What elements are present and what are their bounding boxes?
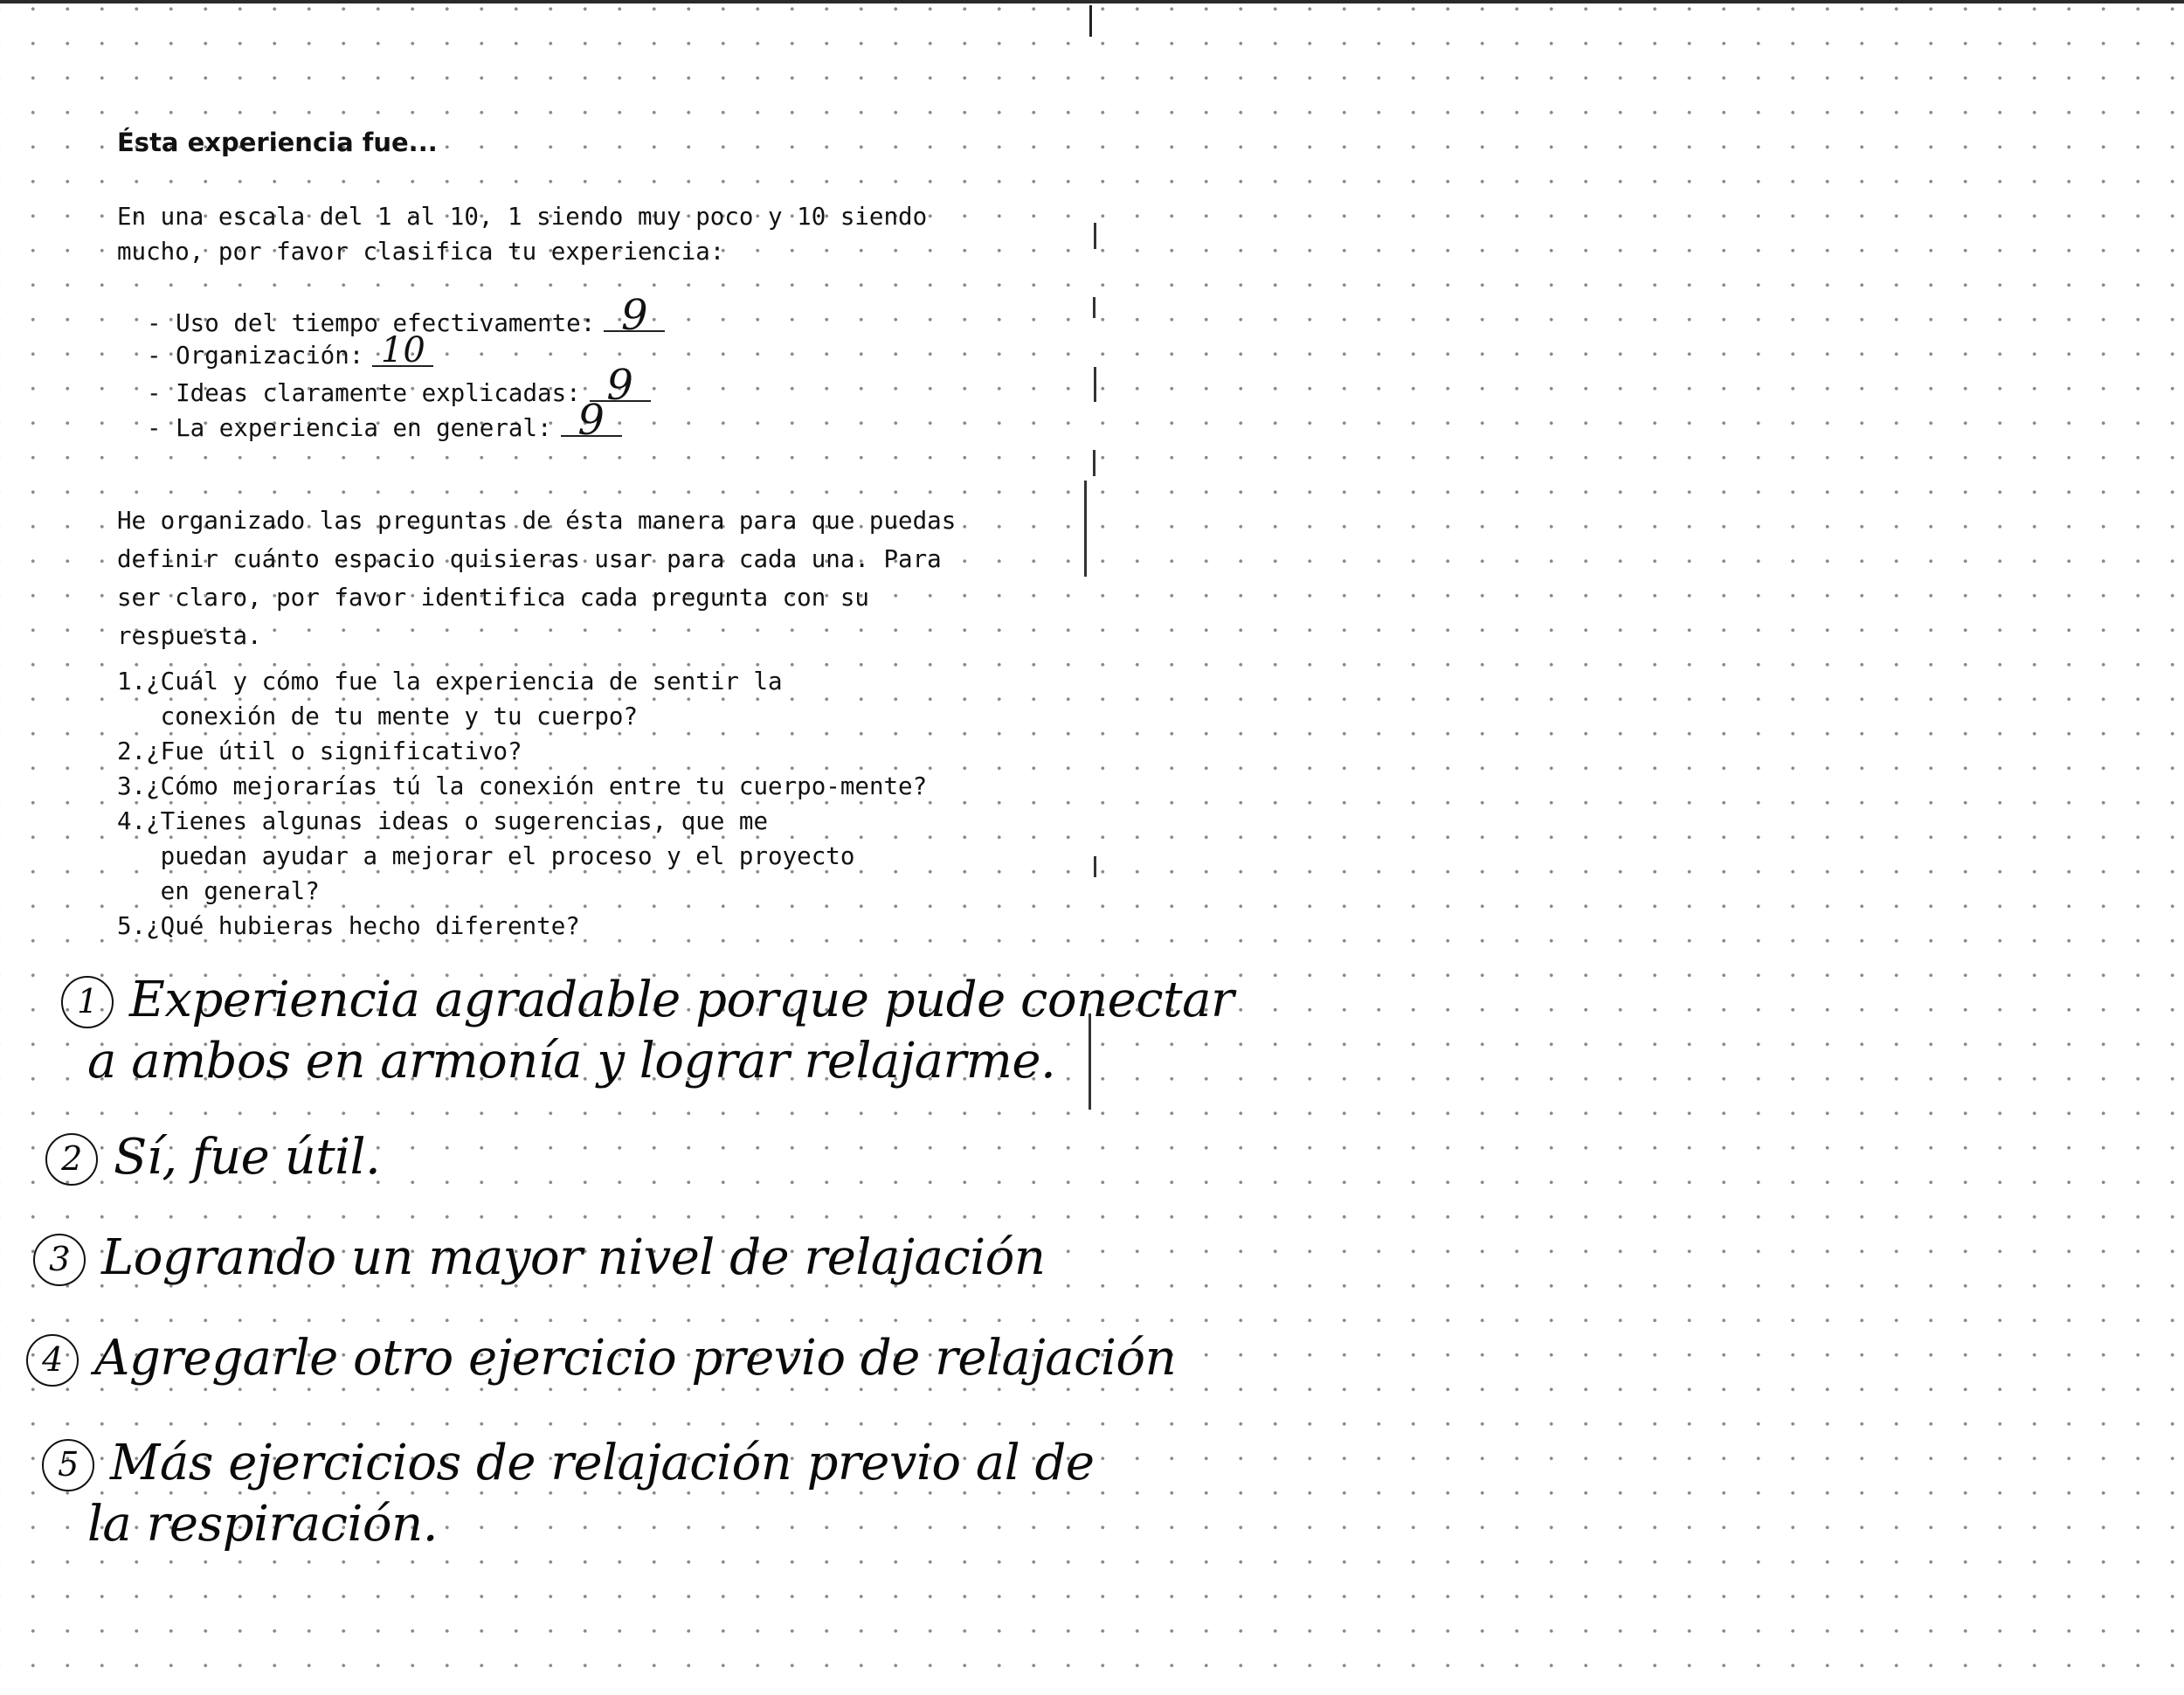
rating-value-field[interactable]: 9 [561, 405, 622, 437]
answer-number-circle: 5 [42, 1439, 94, 1491]
answer-text: Más ejercicios de relajación previo al de [110, 1435, 1095, 1491]
question-text: ¿Cómo mejorarías tú la conexión entre tu cuerpo-mente? [146, 772, 928, 800]
margin-mark [1094, 856, 1096, 877]
question-text: ¿Fue útil o significativo? [146, 737, 522, 765]
answer-number-circle: 2 [45, 1133, 98, 1186]
handwritten-answer-4 [26, 1328, 1176, 1389]
question-list [117, 664, 1078, 944]
answer-number-circle: 4 [26, 1334, 79, 1387]
rating-value-field[interactable]: 10 [372, 336, 433, 367]
answer-text: Sí, fue útil. [114, 1129, 381, 1186]
answer-text: la respiración. [87, 1496, 439, 1553]
fold-mark [1089, 5, 1092, 37]
handwritten-answer-5 [42, 1433, 1095, 1555]
margin-mark [1094, 367, 1096, 402]
handwritten-answer-3 [33, 1228, 1045, 1289]
question-instructions: He organizado las preguntas de ésta manera para que puedas definir cuánto espacio quisieras usar para cada una. Para ser claro, por favor identifica cada pregunta con su respuesta. [117, 506, 957, 650]
answer-text: Experiencia agradable porque pude conectar [129, 972, 1234, 1028]
rating-label: - Uso del tiempo efectivamente: [147, 309, 596, 337]
question-number: 1. [117, 668, 147, 695]
handwritten-answer-2 [45, 1127, 380, 1188]
question-text: ¿Qué hubieras hecho diferente? [146, 912, 580, 940]
question-text: ¿Cuál y cómo fue la experiencia de sentir la conexión de tu mente y tu cuerpo? [146, 668, 783, 730]
rating-value-field[interactable]: 9 [604, 301, 665, 332]
handwritten-answer-1 [61, 970, 1234, 1092]
margin-mark [1093, 297, 1095, 318]
rating-label: - Ideas claramente explicadas: [147, 379, 581, 407]
answer-number-circle: 3 [33, 1234, 86, 1286]
question-number: 2. [117, 737, 147, 765]
rating-instructions: En una escala del 1 al 10, 1 siendo muy poco y 10 siendo mucho, por favor clasifica tu experiencia: [117, 203, 928, 266]
question-text: ¿Tienes algunas ideas o sugerencias, que me puedan ayudar a mejorar el proceso y el proyecto en general? [146, 807, 855, 905]
rating-label: - Organización: [147, 342, 364, 370]
answer-text: Agregarle otro ejercicio previo de relajación [94, 1330, 1177, 1387]
question-item [117, 909, 1078, 944]
page-title: Ésta experiencia fue... [117, 128, 438, 157]
question-item [117, 664, 1078, 734]
answer-number-circle: 1 [61, 976, 114, 1028]
paper-top-edge [0, 0, 2184, 3]
margin-mark [1093, 450, 1095, 476]
rating-label: - La experiencia en general: [147, 414, 552, 442]
margin-mark [1084, 481, 1087, 577]
question-number: 4. [117, 807, 147, 835]
question-item [117, 734, 1078, 769]
answer-text: a ambos en armonía y lograr relajarme. [87, 1033, 1056, 1090]
question-number: 5. [117, 912, 147, 940]
question-item [117, 769, 1078, 804]
margin-mark [1094, 223, 1096, 249]
rating-item [147, 330, 665, 370]
question-item [117, 804, 1078, 909]
rating-list [147, 291, 665, 445]
rating-item [147, 396, 665, 445]
answer-text: Logrando un mayor nivel de relajación [101, 1229, 1046, 1286]
rating-value-field[interactable]: 9 [590, 370, 651, 402]
question-number: 3. [117, 772, 147, 800]
